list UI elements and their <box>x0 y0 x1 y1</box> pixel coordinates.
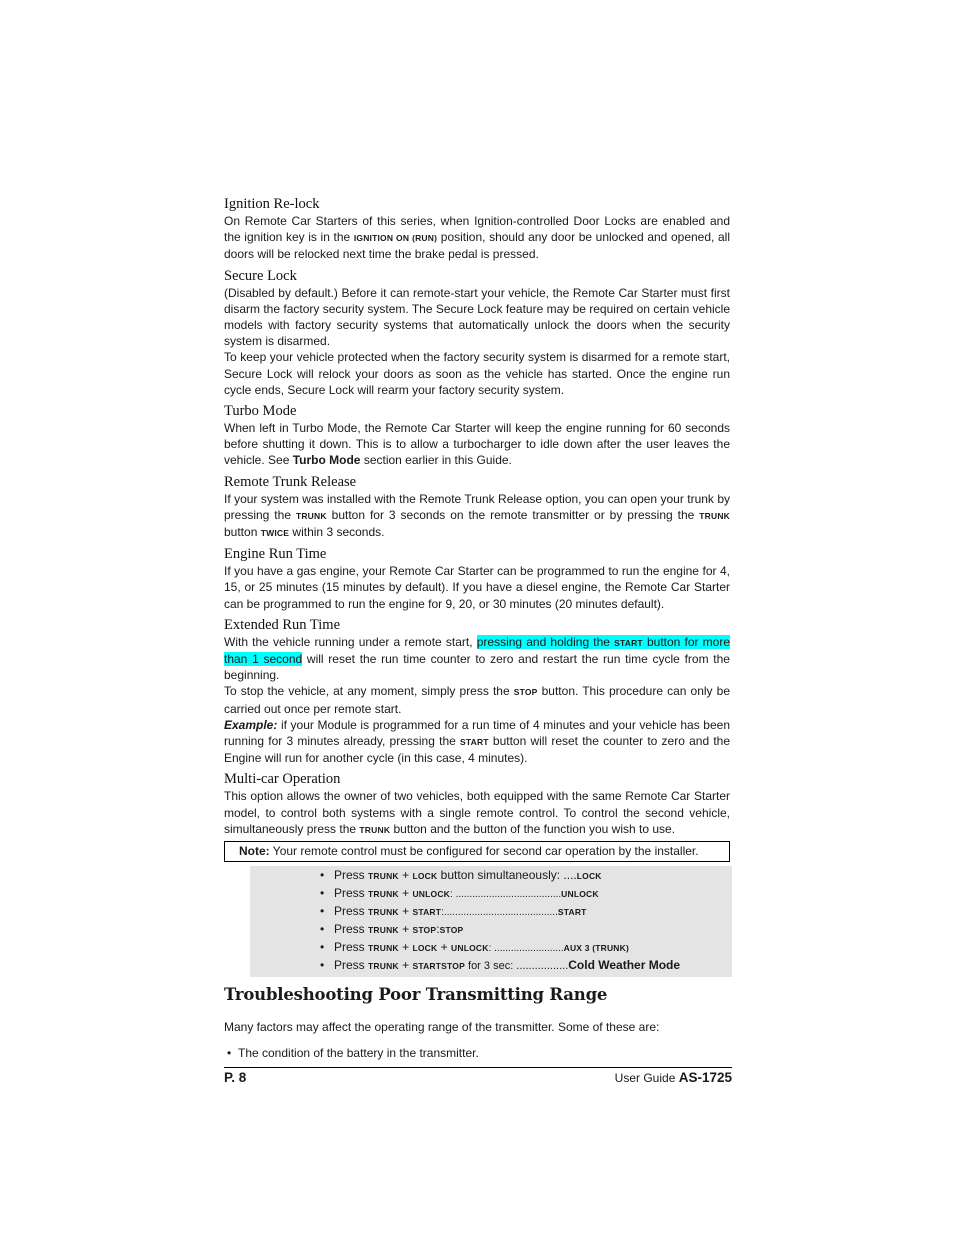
note-box <box>224 841 730 862</box>
page-footer <box>224 1067 732 1086</box>
manual-page <box>224 196 730 1086</box>
section-title: Ignition Re-lock <box>224 196 320 212</box>
section-body: This option allows the owner of two vehicles, both equipped with the same Remote Car Starter model, to control both systems with a single remote control. To control the second vehicle, simultaneously press the TRUNK button and the button of the function you wish to use. <box>224 789 730 836</box>
section-ignition-relock <box>224 196 730 263</box>
list-item: • Press TRUNK + UNLOCK: ......................................UNLOCK <box>320 885 732 903</box>
list-item: • Press TRUNK + LOCK + UNLOCK: .........................AUX 3 (TRUNK) <box>320 939 732 957</box>
note-text: Your remote control must be configured for second car operation by the installer. <box>269 844 699 859</box>
section-title: Engine Run Time <box>224 546 327 563</box>
key-label: TRUNK <box>359 824 391 835</box>
highlighted-text: pressing and holding the START button for more than 1 second <box>224 634 730 667</box>
list-item: • The condition of the battery in the transmitter. <box>224 1045 730 1061</box>
section-title: Secure Lock <box>224 267 297 284</box>
list-item: • Press TRUNK + STARTSTOP for 3 sec: .................Cold Weather Mode <box>320 957 732 975</box>
key-label: START <box>614 637 643 648</box>
key-label: IGNITION ON (RUN) <box>353 233 438 244</box>
model-number: AS-1725 <box>678 1069 732 1085</box>
section-body: With the vehicle running under a remote start, pressing and holding the START button for more than 1 second will reset the run time counter to zero and restart the run time cycle from the beginning. <box>224 634 730 683</box>
key-label: TWICE <box>260 528 290 539</box>
section-remote-trunk-release <box>224 474 730 542</box>
section-title: Extended Run Time <box>224 616 341 633</box>
key-label: STOP <box>513 687 538 698</box>
troubleshooting-intro: Many factors may affect the operating range of the transmitter. Some of these are: <box>224 1020 660 1035</box>
note-label: Note: <box>239 844 270 859</box>
list-item: • Press TRUNK + STOP:STOP <box>320 921 732 939</box>
section-body: On Remote Car Starters of this series, when Ignition-controlled Door Locks are enabled and the ignition key is in the IGNITION ON (RUN) position, should any door be unlocked and opened, all doors will be relocked next time the brake pedal is pressed. <box>224 214 730 262</box>
section-turbo-mode <box>224 403 730 469</box>
button-combination-list <box>250 867 732 975</box>
list-item: • Press TRUNK + START:.........................................START <box>320 903 732 921</box>
list-item: • Press TRUNK + LOCK button simultaneously: ....LOCK <box>320 867 732 885</box>
section-body: If your system was installed with the Remote Trunk Release option, you can open your trunk by pressing the TRUNK button for 3 seconds on the remote transmitter or by pressing the TRUNK button TWICE within 3 seconds. <box>224 491 730 540</box>
section-multi-car-operation <box>224 771 730 838</box>
section-title: Turbo Mode <box>224 403 297 420</box>
section-engine-run-time <box>224 546 730 612</box>
section-title: Multi-car Operation <box>224 771 341 788</box>
section-title: Remote Trunk Release <box>224 473 357 490</box>
section-body: Example: if your Module is programmed for a run time of 4 minutes and your vehicle has been running for 3 minutes already, pressing the START button will reset the counter to zero and the Engine will run for another cycle (in this case, 4 minutes). <box>224 717 730 766</box>
key-label: TRUNK <box>295 510 327 521</box>
section-body: To keep your vehicle protected when the factory security system is disarmed for a remote start, Secure Lock will relock your doors as soon as the vehicle has started. Once the engine run cycle ends, Secure Lock will rearm your factory security system. <box>224 350 730 397</box>
example-label: Example: <box>224 717 278 732</box>
key-label: START <box>460 737 489 748</box>
section-extended-run-time <box>224 617 730 767</box>
section-body: When left in Turbo Mode, the Remote Car Starter will keep the engine running for 60 seconds before shutting it down. This is to allow a turbocharger to idle down after the user leaves the vehicle. See Turbo Mode section earlier in this Guide. <box>224 421 730 468</box>
key-label: TRUNK <box>699 510 730 521</box>
section-body: (Disabled by default.) Before it can remote-start your vehicle, the Remote Car Starter must first disarm the factory security system. The Secure Lock feature may be required on certain vehicle models with factory security systems that automatically unlock the doors when the security system is disarmed. <box>224 285 731 349</box>
button-combination-box <box>250 866 732 977</box>
section-secure-lock <box>224 268 730 398</box>
troubleshooting-heading: Troubleshooting Poor Transmitting Range <box>224 985 608 1005</box>
section-body: If you have a gas engine, your Remote Car Starter can be programmed to run the engine for 4, 15, or 25 minutes (15 minutes by default). If you have a diesel engine, the Remote Car Starter can be programmed to run the engine for 9, 20, or 30 minutes (20 minutes default). <box>224 564 730 611</box>
page-number: P. 8 <box>224 1069 247 1085</box>
footer-guide: User Guide AS-1725 <box>614 1069 732 1085</box>
section-body: To stop the vehicle, at any moment, simply press the STOP button. This procedure can only be carried out once per remote start. <box>224 684 730 716</box>
